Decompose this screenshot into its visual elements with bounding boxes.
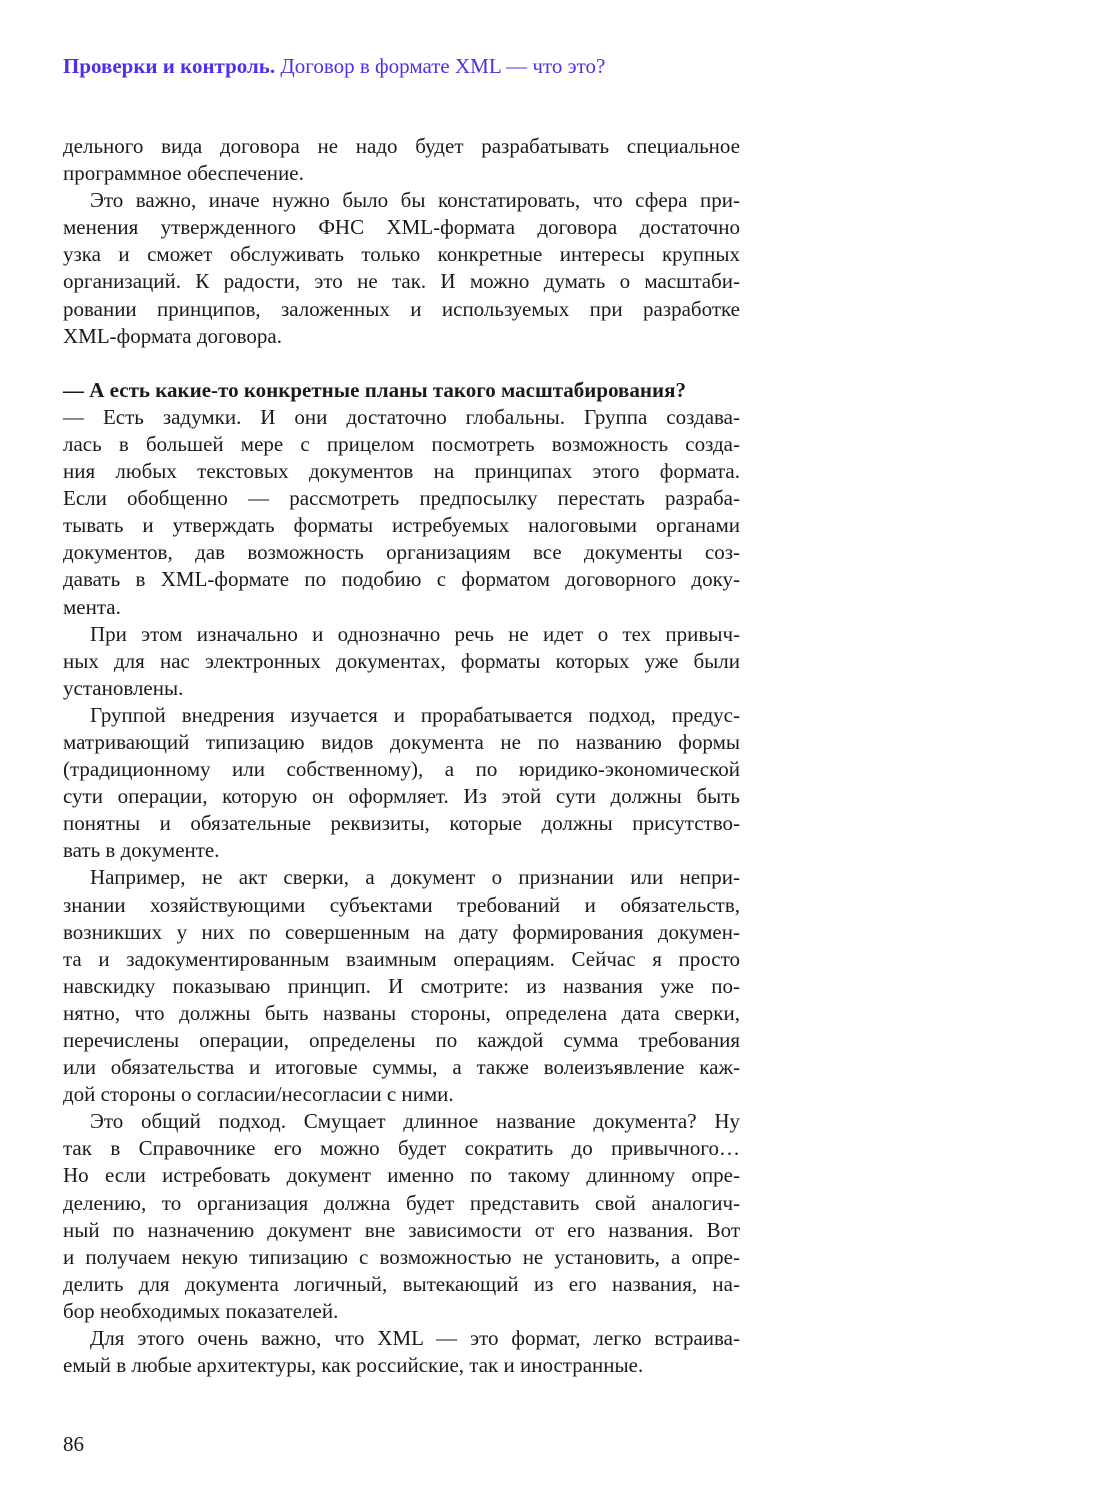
body-text [63,133,740,1379]
text-line: давать в XML-формате по подобию с форматом договорного доку- [63,567,740,592]
text-line: или обязательства и итоговые суммы, а также волеизъявление каж- [63,1055,740,1080]
paragraph [63,187,740,350]
text-line: та и задокументированным взаимным операциям. Сейчас я просто [63,946,740,971]
text-line: делению, то организация должна будет представить свой аналогич- [63,1190,740,1215]
text-line: так в Справочнике его можно будет сократить до привычного… [63,1136,740,1161]
text-line: дельного вида договора не надо будет разрабатывать специальное [63,134,740,158]
text-line: узка и сможет обслуживать только конкретные интересы крупных [63,242,740,267]
article-title: Договор в формате XML — что это? [280,54,606,78]
text-line: дой стороны о согласии/несогласии с ними. [63,1082,454,1107]
text-line: организаций. К радости, это не так. И можно думать о масштаби- [63,269,740,294]
text-line: — Есть задумки. И они достаточно глобальны. Группа создава- [63,404,740,429]
text-line: ных для нас электронных документах, форматы которых уже были [63,648,740,673]
text-line: Но если истребовать документ именно по такому длинному опре- [63,1163,740,1188]
text-line: ния любых текстовых документов на принципах этого формата. [63,459,740,484]
text-line: сути операции, которую он оформляет. Из этой сути должны быть [63,784,740,809]
paragraph [63,864,740,1108]
text-line: Это важно, иначе нужно было бы констатировать, что сфера при- [90,188,740,213]
paragraph [63,702,740,865]
text-line: навскидку показываю принцип. И смотрите: из названия уже по- [63,973,740,998]
paragraph [63,1108,740,1325]
text-line: Это общий подход. Смущает длинное название документа? Ну [90,1109,740,1134]
text-line: мента. [63,594,121,619]
text-line: документов, дав возможность организациям все документы соз- [63,540,740,565]
paragraph-gap [63,350,740,377]
text-line: программное обеспечение. [63,161,304,186]
text-line: — А есть какие-то конкретные планы такого масштабирования? [63,377,686,402]
paragraph [63,621,740,702]
section-title: Проверки и контроль. [63,54,276,78]
text-line: установлены. [63,675,184,700]
text-line: лась в большей мере с прицелом посмотреть возможность созда- [63,431,740,456]
text-line: бор необходимых показателей. [63,1298,339,1323]
text-line: возникших у них по совершенным на дату формирования докумен- [63,919,740,944]
text-line: менения утвержденного ФНС XML-формата договора достаточно [63,215,740,240]
text-line: емый в любые архитектуры, как российские, так и иностранные. [63,1353,644,1378]
text-line: и получаем некую типизацию с возможностью не установить, а опре- [63,1244,740,1269]
text-line: матривающий типизацию видов документа не по названию формы [63,729,740,754]
text-line: XML-формата договора. [63,323,282,348]
text-line: ный по назначению документ вне зависимости от его названия. Вот [63,1217,740,1242]
text-line: делить для документа логичный, вытекающий из его названия, на- [63,1271,740,1296]
paragraph [63,1325,740,1379]
text-line: Группой внедрения изучается и прорабатывается подход, предус- [90,702,740,727]
paragraph [63,133,740,187]
text-line: понятны и обязательные реквизиты, которые должны присутство- [63,811,740,836]
running-header [63,54,605,79]
text-line: вать в документе. [63,838,220,863]
page-number: 86 [63,1432,84,1456]
text-line: (традиционному или собственному), а по юридико-экономической [63,757,740,782]
text-line: При этом изначально и однозначно речь не идет о тех привыч- [90,621,740,646]
text-line: тывать и утверждать форматы истребуемых налоговыми органами [63,513,740,538]
text-line: Если обобщенно — рассмотреть предпосылку перестать разраба- [63,486,740,511]
interview-question [63,377,740,404]
text-line: ровании принципов, заложенных и используемых при разработке [63,296,740,321]
text-line: Для этого очень важно, что XML — это формат, легко встраива- [90,1326,740,1351]
text-line: Например, не акт сверки, а документ о признании или непри- [90,865,740,890]
text-line: перечислены операции, определены по каждой сумма требования [63,1028,740,1052]
text-line: знании хозяйствующими субъектами требований и обязательств, [63,892,740,917]
text-line: нятно, что должны быть названы стороны, определена дата сверки, [63,1000,740,1025]
paragraph [63,404,740,621]
